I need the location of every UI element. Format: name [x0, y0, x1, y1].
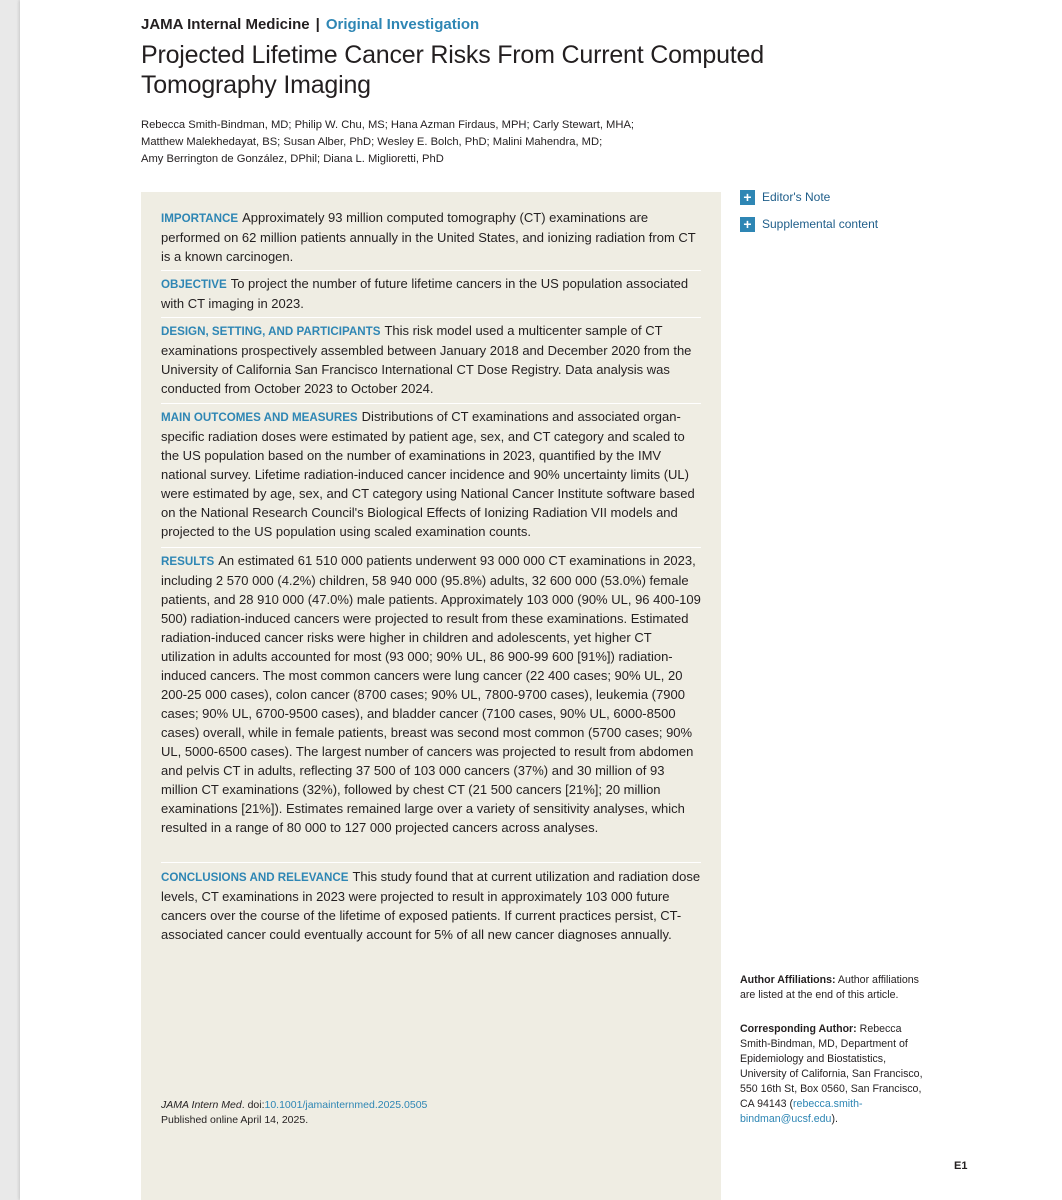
doi-prefix: . doi: — [241, 1099, 265, 1111]
article-type[interactable]: Original Investigation — [325, 16, 480, 33]
importance-label: IMPORTANCE — [161, 212, 239, 225]
abstract-conclusions — [161, 867, 701, 944]
section-divider — [161, 317, 701, 318]
author-affiliations — [740, 973, 925, 1003]
editors-note-link[interactable] — [740, 189, 830, 205]
conclusions-label: CONCLUSIONS AND RELEVANCE — [161, 871, 349, 884]
email-open-paren: ( — [789, 1098, 794, 1110]
plus-icon: + — [740, 217, 755, 232]
author-list — [141, 117, 701, 168]
published-date: Published online April 14, 2025. — [161, 1114, 309, 1126]
results-text: An estimated 61 510 000 patients underwent 93 000 000 CT examinations in 2023, including 2 570 000 (4.2%) children, 58 940 000 (95.8%) adults, 32 600 000 (53.0%) female patients, and 28 910 000 (47.0%) male patients. Approximately 103 000 (90% UL, 96 400-109 500) radiation-induced cancers were projected to result from these examinations. Estimated radiation-induced cancer risks were higher in children and adolescents, yet higher CT utilization in adults accounted for most (93 000; 90% UL, 86 900-99 600 [91%]) radiation-induced cancers. The most common cancers were lung cancer (22 400 cases; 90% UL, 20 200-25 000 cases), colon cancer (8700 cases; 90% UL, 7800-9700 cases), leukemia (7900 cases; 90% UL, 6700-9500 cases), and bladder cancer (7100 cases, 90% UL, 6000-8500 cases) overall, while in female patients, breast was second most common (5700 cases; 90% UL, 5000-6500 cases). The largest number of cancers was projected to result from abdomen and pelvis CT in adults, reflecting 37 500 of 103 000 cancers (37%) and 30 million of 93 million CT examinations (32%), followed by chest CT (21 500 cancers [21%]; 20 million examinations [21%]). Estimates remained large over a variety of sensitivity analyses, which resulted in a range of 80 000 to 127 000 projected cancers across analyses. — [161, 553, 701, 835]
editors-note-label: Editor's Note — [762, 190, 831, 204]
abstract-objective — [161, 274, 701, 313]
journal-abbrev: JAMA Intern Med — [161, 1099, 242, 1111]
abstract-outcomes — [161, 407, 701, 541]
abstract-results — [161, 551, 701, 837]
outcomes-text: Distributions of CT examinations and associated organ-specific radiation doses were estimated by patient age, sex, and CT category and scaled to the US population based on the number of examinations in 2023, quantified by the IMV national survey. Lifetime radiation-induced cancer incidence and 90% uncertainty limits (UL) were estimated by age, sex, and CT category using National Cancer Institute software based on the National Research Council's Biological Effects of Ionizing Radiation VII models and projected to the US population using scaled examination counts. — [161, 409, 695, 539]
importance-text: Approximately 93 million computed tomography (CT) examinations are performed on 62 million patients annually in the United States, and ionizing radiation from CT is a known carcinogen. — [161, 210, 696, 264]
header-separator: | — [315, 16, 320, 33]
outcomes-label: MAIN OUTCOMES AND MEASURES — [161, 411, 358, 424]
section-divider — [161, 270, 701, 271]
email-close-paren: ). — [831, 1113, 838, 1125]
author-line: Amy Berrington de González, DPhil; Diana L. Miglioretti, PhD — [141, 153, 444, 165]
author-line: Rebecca Smith-Bindman, MD; Philip W. Chu, MS; Hana Azman Firdaus, MPH; Carly Stewart, MHA; — [141, 119, 635, 131]
corresponding-email-link[interactable]: rebecca.smith-bindman@ucsf.edu — [740, 1098, 863, 1125]
results-label: RESULTS — [161, 555, 215, 568]
article-title: Projected Lifetime Cancer Risks From Current Computed Tomography Imaging — [141, 41, 764, 99]
supplemental-label: Supplemental content — [762, 217, 879, 231]
author-line: Matthew Malekhedayat, BS; Susan Alber, PhD; Wesley E. Bolch, PhD; Malini Mahendra, MD; — [141, 136, 603, 148]
plus-icon: + — [740, 190, 755, 205]
affiliations-label: Author Affiliations: — [740, 974, 836, 986]
design-text: This risk model used a multicenter sample of CT examinations prospectively assembled between January 2018 and December 2020 from the University of California San Francisco International CT Dose Registry. Data analysis was conducted from October 2023 to October 2024. — [161, 323, 692, 396]
corresponding-label: Corresponding Author: — [740, 1023, 857, 1035]
journal-header — [141, 15, 479, 35]
affiliations-text: Author affiliations are listed at the end of this article. — [740, 974, 919, 1001]
objective-text: To project the number of future lifetime cancers in the US population associated with CT imaging in 2023. — [161, 276, 689, 311]
section-divider — [161, 862, 701, 863]
citation-doi-line — [161, 1098, 681, 1113]
abstract-design — [161, 321, 701, 398]
section-divider — [161, 403, 701, 404]
conclusions-text: This study found that at current utilization and radiation dose levels, CT examinations in 2023 were projected to result in approximately 103 000 future cancers over the course of the lifetime of exposed patients. If current practices persist, CT-associated cancer could eventually account for 5% of all new cancer diagnoses annually. — [161, 869, 701, 942]
abstract-importance — [161, 208, 701, 266]
doi-link[interactable]: 10.1001/jamainternmed.2025.0505 — [264, 1099, 428, 1111]
corresponding-text: Rebecca Smith-Bindman, MD, Department of Epidemiology and Biostatistics, University of California, San Francisco, 550 16th St, Box 0560, San Francisco, CA 94143 — [740, 1023, 923, 1110]
citation-block — [161, 1098, 681, 1128]
page-number: E1 — [954, 1160, 968, 1172]
supplemental-content-link[interactable] — [740, 216, 878, 232]
objective-label: OBJECTIVE — [161, 278, 227, 291]
abstract-box — [141, 192, 721, 1200]
corresponding-author — [740, 1022, 925, 1127]
journal-name: JAMA Internal Medicine — [141, 16, 310, 33]
section-divider — [161, 547, 701, 548]
design-label: DESIGN, SETTING, AND PARTICIPANTS — [161, 325, 381, 338]
